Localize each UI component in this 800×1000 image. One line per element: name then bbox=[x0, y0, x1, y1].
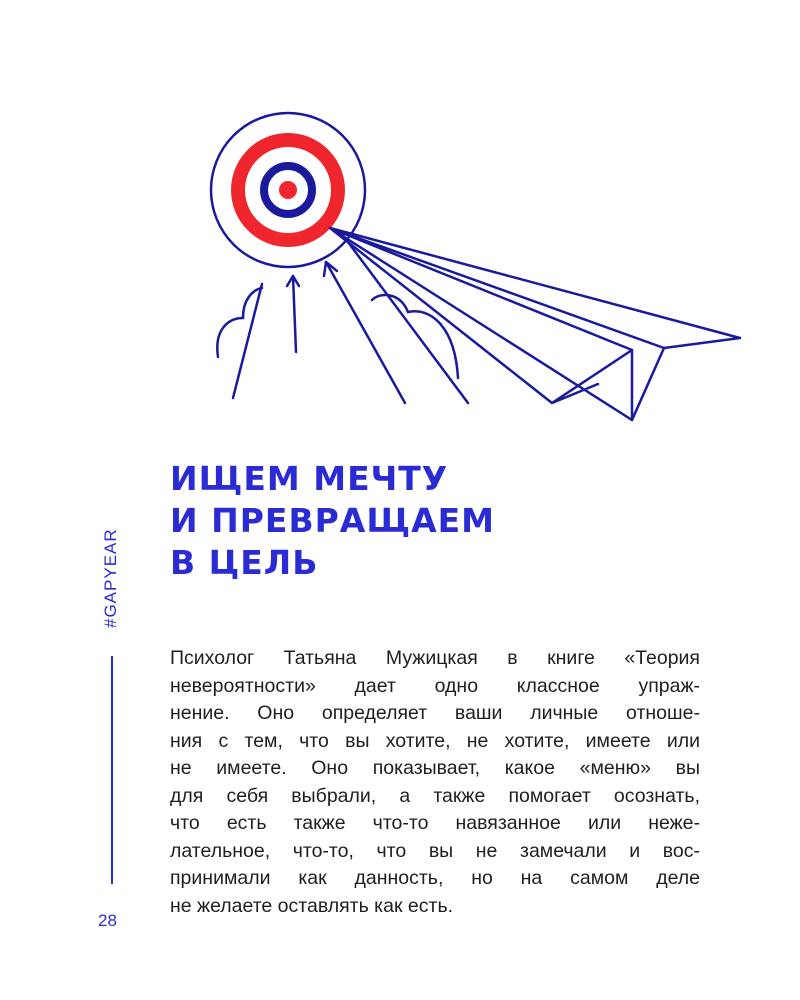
target-icon bbox=[211, 113, 365, 267]
text-line: Психолог Татьяна Мужицкая в книге «Теория bbox=[170, 647, 700, 669]
text-line: принимали как данность, но на самом деле bbox=[170, 867, 700, 889]
arrow-icon bbox=[287, 276, 299, 352]
body-paragraph bbox=[170, 645, 700, 920]
arrow-icon bbox=[324, 262, 405, 403]
page-title bbox=[170, 458, 495, 584]
text-line: не желаете оставлять как есть. bbox=[170, 894, 454, 917]
title-line: И ПРЕВРАЩАЕМ bbox=[170, 501, 496, 540]
text-line: не имеете. Оно показывает, какое «меню» вы bbox=[170, 757, 700, 779]
page-number: 28 bbox=[98, 911, 117, 930]
title-line: ИЩЕМ МЕЧТУ bbox=[170, 459, 449, 498]
text-line: лательное, что-то, что вы не замечали и вос- bbox=[170, 839, 700, 862]
text-line: невероятности» дает одно классное упраж- bbox=[170, 674, 700, 697]
target-and-paper-plane-illustration bbox=[0, 0, 800, 440]
text-line: нение. Оно определяет ваши личные отноше- bbox=[170, 702, 700, 724]
text-line: для себя выбрали, а также помогает осознать, bbox=[170, 784, 700, 807]
sidebar-hashtag: #GAPYEAR bbox=[101, 528, 120, 628]
paper-plane-icon bbox=[330, 228, 740, 420]
text-line: что есть также что-то навязанное или неже- bbox=[170, 812, 700, 834]
text-line: ния с тем, что вы хотите, не хотите, имеете или bbox=[170, 729, 700, 752]
target-bullseye bbox=[279, 181, 297, 199]
cloud-icon bbox=[217, 288, 262, 357]
sidebar-divider bbox=[111, 656, 113, 884]
title-line: В ЦЕЛЬ bbox=[170, 543, 319, 582]
